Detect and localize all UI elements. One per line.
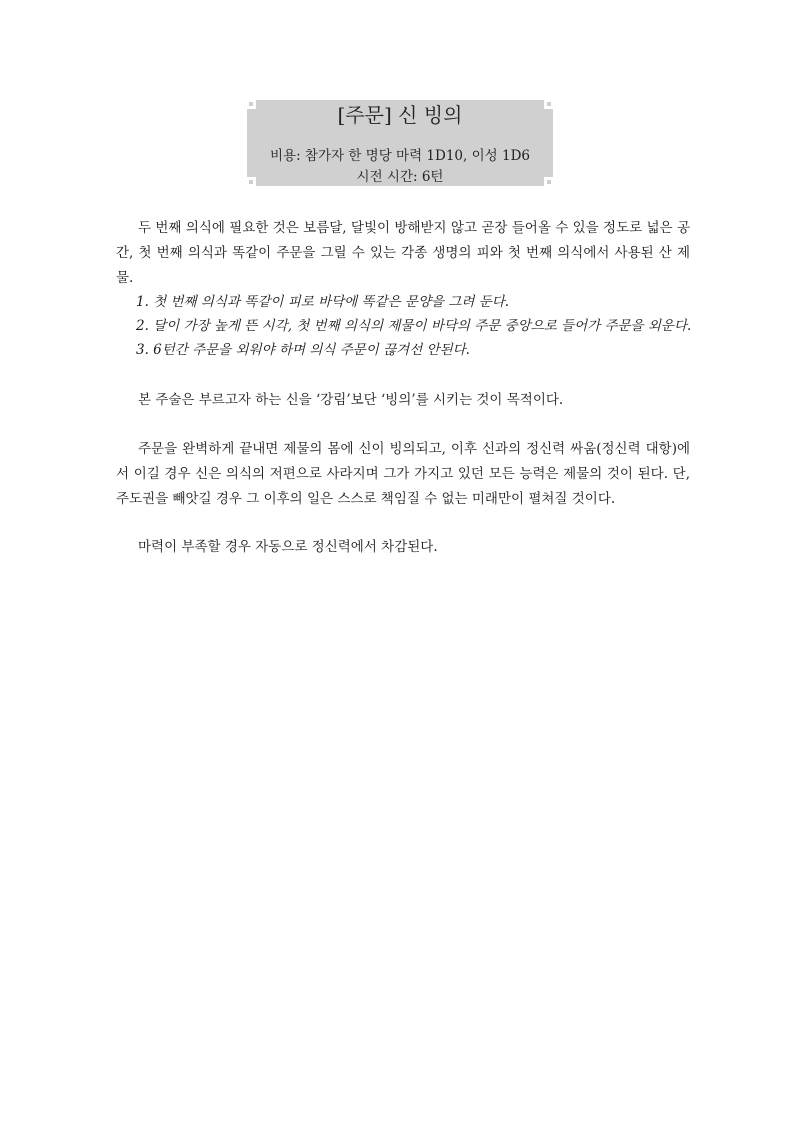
- spell-header-box: [247, 100, 553, 186]
- outcome-paragraph: 주문을 완벽하게 끝내면 제물의 몸에 신이 빙의되고, 이후 신과의 정신력 싸움(정신력 대항)에서 이길 경우 신은 의식의 저편으로 사라지며 그가 가지고 있던 모든 능력은 제물의 것이 된다. 단, 주도권을 빼앗길 경우 그 이후의 일은 스스로 책임질 수 없는 미래만이 펼쳐질 것이다.: [116, 441, 690, 507]
- requirements-paragraph: 두 번째 의식에 필요한 것은 보름달, 달빛이 방해받지 않고 곧장 들어올 수 있을 정도로 넓은 공간, 첫 번째 의식과 똑같이 주문을 그릴 수 있는 각종 생명의 피와 첫 번째 의식에서 사용된 산 제물.: [116, 220, 690, 286]
- ritual-step: 2. 달이 가장 높게 뜬 시각, 첫 번째 의식의 제물이 바닥의 주문 중앙으로 들어가 주문을 외운다.: [136, 318, 692, 334]
- spell-cast-time: 시전 시간: 6턴: [356, 169, 444, 185]
- purpose-paragraph: 본 주술은 부르고자 하는 신을 ‘강림’보단 ‘빙의’를 시키는 것이 목적이다.: [138, 392, 564, 408]
- mana-shortage-paragraph: 마력이 부족할 경우 자동으로 정신력에서 차감된다.: [138, 539, 438, 555]
- ritual-step: 1. 첫 번째 의식과 똑같이 피로 바닥에 똑같은 문양을 그려 둔다.: [136, 294, 510, 310]
- ritual-step: 3. 6턴간 주문을 외워야 하며 의식 주문이 끊겨선 안된다.: [136, 342, 470, 358]
- ritual-steps-list: [136, 290, 716, 362]
- spell-title: [주문] 신 빙의: [337, 103, 463, 127]
- spell-cost: 비용: 참가자 한 명당 마력 1D10, 이성 1D6: [270, 148, 530, 164]
